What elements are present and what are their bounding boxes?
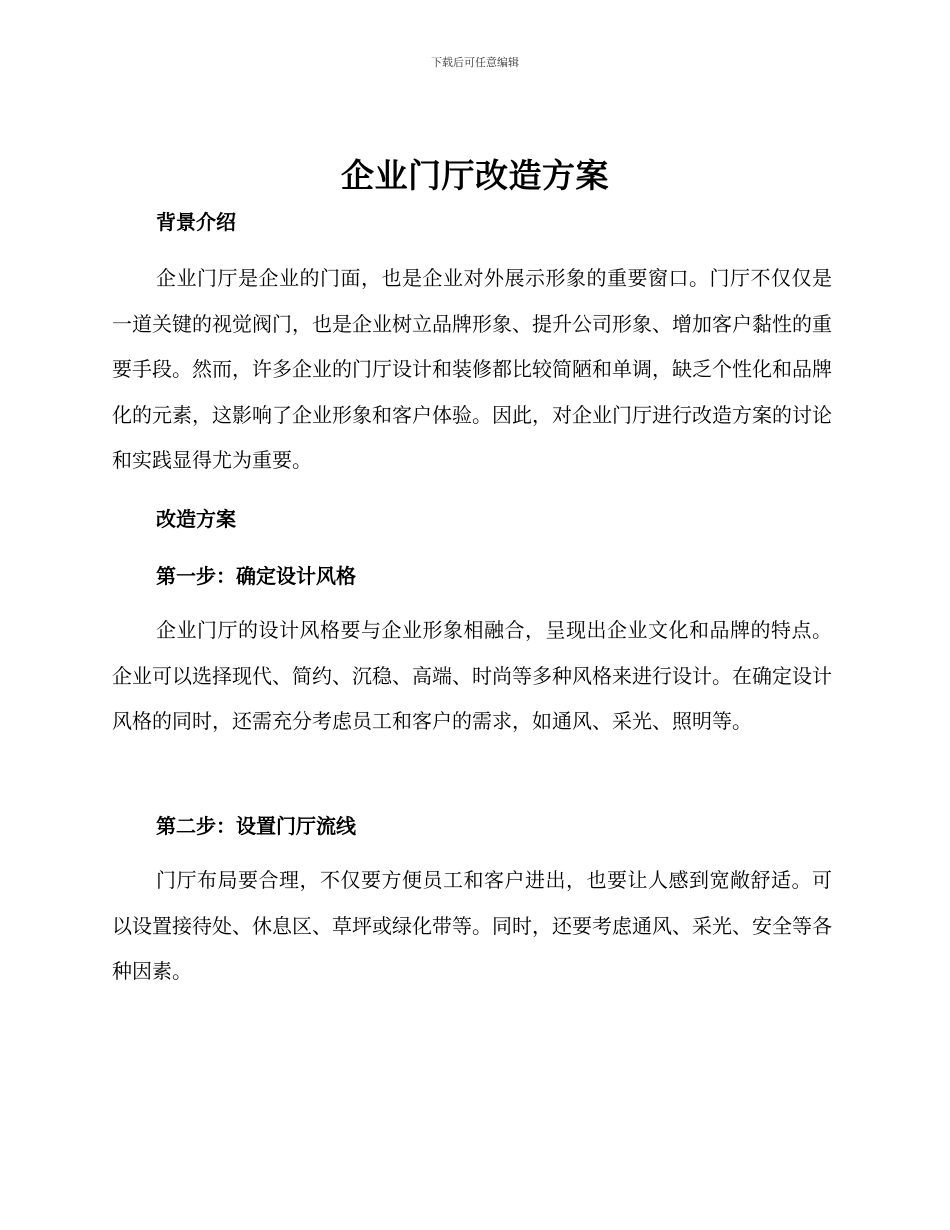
paragraph-background: 企业门厅是企业的门面，也是企业对外展示形象的重要窗口。门厅不仅仅是一道关键的视觉阀门，也是企业树立品牌形象、提升公司形象、增加客户黏性的重要手段。然而，许多企业的门厅设计和装修都比较简陋和单调，缺乏个性化和品牌化的元素，这影响了企业形象和客户体验。因此，对企业门厅进行改造方案的讨论和实践显得尤为重要。 xyxy=(112,266,832,472)
header-note: 下载后可任意编辑 xyxy=(431,56,519,69)
section-heading-plan: 改造方案 xyxy=(156,507,236,531)
paragraph-step1: 企业门厅的设计风格要与企业形象相融合，呈现出企业文化和品牌的特点。企业可以选择现代、简约、沉稳、高端、时尚等多种风格来进行设计。在确定设计风格的同时，还需充分考虑员工和客户的需求，如通风、采光、照明等。 xyxy=(112,618,832,733)
section-heading-step1: 第一步：确定设计风格 xyxy=(156,564,356,588)
section-heading-background: 背景介绍 xyxy=(156,210,236,234)
section-heading-step2: 第二步：设置门厅流线 xyxy=(156,814,356,838)
page-title: 企业门厅改造方案 xyxy=(341,156,609,195)
paragraph-step2: 门厅布局要合理，不仅要方便员工和客户进出，也要让人感到宽敞舒适。可以设置接待处、休息区、草坪或绿化带等。同时，还要考虑通风、采光、安全等各种因素。 xyxy=(112,868,832,983)
